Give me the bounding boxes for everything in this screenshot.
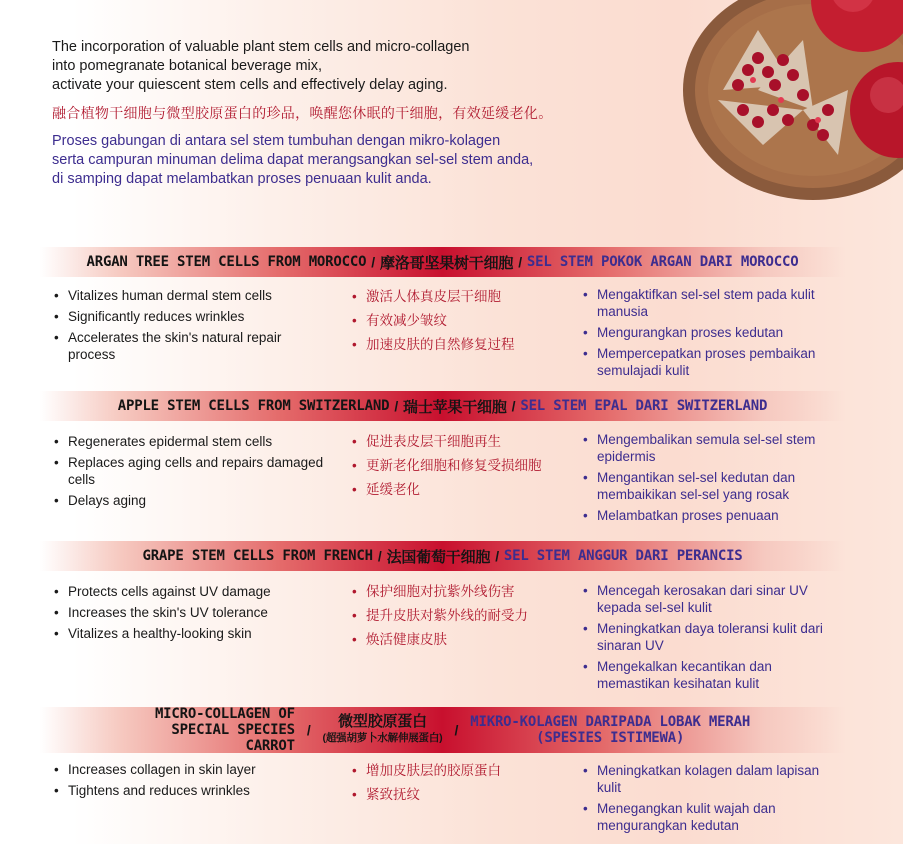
list-item: • Increases the skin's UV tolerance bbox=[54, 604, 324, 621]
list-item: • 延缓老化 bbox=[352, 481, 572, 498]
benefit-list-zh bbox=[352, 288, 572, 360]
banner-title-zh-sub: (超强胡萝卜水解伸展蛋白) bbox=[322, 732, 443, 744]
banner-separator: / bbox=[371, 254, 375, 270]
list-item: • Mengembalikan semula sel-sel stem epidermis bbox=[583, 431, 843, 465]
list-item: • Replaces aging cells and repairs damaged cells bbox=[54, 454, 324, 488]
banner-title-en: APPLE STEM CELLS FROM SWITZERLAND bbox=[117, 398, 390, 414]
intro-english: The incorporation of valuable plant stem cells and micro-collagen into pomegranate botanical beverage mix, activate your quiescent stem cells and effectively delay aging. bbox=[52, 39, 470, 93]
list-item: • Increases collagen in skin layer bbox=[54, 761, 324, 778]
benefit-list-zh bbox=[352, 583, 572, 655]
banner-title-ms: MIKRO-KOLAGEN DARIPADA LOBAK MERAH (SPESIES ISTIMEWA) bbox=[470, 714, 751, 746]
list-item: • 提升皮肤对紫外线的耐受力 bbox=[352, 607, 572, 624]
banner-title-ms: SEL STEM ANGGUR DARI PERANCIS bbox=[503, 548, 743, 564]
list-item: • Protects cells against UV damage bbox=[54, 583, 324, 600]
banner-separator: / bbox=[454, 722, 459, 738]
banner-title-zh: 摩洛哥坚果树干细胞 bbox=[380, 254, 514, 272]
list-item: • 促进表皮层干细胞再生 bbox=[352, 433, 572, 450]
list-item: • 焕活健康皮肤 bbox=[352, 631, 572, 648]
benefit-list-ms bbox=[583, 582, 843, 696]
banner-title-ms: SEL STEM POKOK ARGAN DARI MOROCCO bbox=[526, 254, 799, 270]
list-item: • Mengurangkan proses kedutan bbox=[583, 324, 843, 341]
pomegranate-image bbox=[663, 0, 903, 210]
banner-title-ms: SEL STEM EPAL DARI SWITZERLAND bbox=[520, 398, 768, 414]
banner-title-en: GRAPE STEM CELLS FROM FRENCH bbox=[142, 548, 373, 564]
section-banner-argan bbox=[40, 247, 845, 277]
benefit-list-zh bbox=[352, 762, 572, 810]
list-item: • Meningkatkan kolagen dalam lapisan kulit bbox=[583, 762, 843, 796]
list-item: • Mencegah kerosakan dari sinar UV kepada sel-sel kulit bbox=[583, 582, 843, 616]
list-item: • Accelerates the skin's natural repair process bbox=[54, 329, 324, 363]
banner-separator: / bbox=[518, 254, 522, 270]
list-item: • Meningkatkan daya toleransi kulit dari sinaran UV bbox=[583, 620, 843, 654]
list-item: • Mempercepatkan proses pembaikan semulajadi kulit bbox=[583, 345, 843, 379]
section-banner-apple bbox=[40, 391, 845, 421]
banner-title-zh: 法国葡萄干细胞 bbox=[386, 548, 491, 566]
list-item: • Vitalizes a healthy-looking skin bbox=[54, 625, 324, 642]
benefit-list-zh bbox=[352, 433, 572, 505]
list-item: • Mengaktifkan sel-sel stem pada kulit manusia bbox=[583, 286, 843, 320]
list-item: • 增加皮肤层的胶原蛋白 bbox=[352, 762, 572, 779]
banner-separator: / bbox=[394, 398, 399, 414]
benefit-list-en bbox=[54, 583, 324, 646]
benefit-list-ms bbox=[583, 286, 843, 383]
intro-chinese: 融合植物干细胞与微型胶原蛋白的珍品，唤醒您休眠的干细胞，有效延缓老化。 bbox=[52, 105, 553, 121]
banner-separator: / bbox=[377, 548, 382, 564]
section-banner-micro-collagen bbox=[40, 707, 845, 753]
list-item: • Significantly reduces wrinkles bbox=[54, 308, 324, 325]
list-item: • Menegangkan kulit wajah dan mengurangkan kedutan bbox=[583, 800, 843, 834]
intro bbox=[52, 38, 652, 189]
banner-separator: / bbox=[306, 722, 311, 738]
banner-title-zh: 微型胶原蛋白 bbox=[338, 713, 427, 730]
banner-title-en: MICRO-COLLAGEN OF SPECIAL SPECIES CARROT bbox=[154, 706, 295, 754]
list-item: • 有效减少皱纹 bbox=[352, 312, 572, 329]
list-item: • 加速皮肤的自然修复过程 bbox=[352, 336, 572, 353]
banner-title-zh: 瑞士苹果干细胞 bbox=[403, 398, 507, 416]
section-banner-grape bbox=[40, 541, 845, 571]
list-item: • Melambatkan proses penuaan bbox=[583, 507, 843, 524]
list-item: • Regenerates epidermal stem cells bbox=[54, 433, 324, 450]
list-item: • Vitalizes human dermal stem cells bbox=[54, 287, 324, 304]
list-item: • Mengantikan sel-sel kedutan dan membaikikan sel-sel yang rosak bbox=[583, 469, 843, 503]
intro-malay: Proses gabungan di antara sel stem tumbuhan dengan mikro-kolagen serta campuran minuman delima dapat merangsangkan sel-sel stem anda, di samping dapat melambatkan proses penuaan kulit anda. bbox=[52, 133, 534, 187]
benefit-list-en bbox=[54, 433, 324, 513]
banner-title-en: ARGAN TREE STEM CELLS FROM MOROCCO bbox=[86, 254, 367, 270]
list-item: • 更新老化细胞和修复受损细胞 bbox=[352, 457, 572, 474]
list-item: • 激活人体真皮层干细胞 bbox=[352, 288, 572, 305]
list-item: • Delays aging bbox=[54, 492, 324, 509]
benefit-list-en bbox=[54, 287, 324, 367]
list-item: • 保护细胞对抗紫外线伤害 bbox=[352, 583, 572, 600]
list-item: • Mengekalkan kecantikan dan memastikan kesihatan kulit bbox=[583, 658, 843, 692]
banner-separator: / bbox=[495, 548, 499, 564]
benefit-list-en bbox=[54, 761, 324, 803]
list-item: • 紧致抚纹 bbox=[352, 786, 572, 803]
benefit-list-ms bbox=[583, 431, 843, 528]
banner-separator: / bbox=[511, 398, 516, 414]
banner-title-zh-group bbox=[323, 713, 443, 747]
benefit-list-ms bbox=[583, 762, 843, 838]
list-item: • Tightens and reduces wrinkles bbox=[54, 782, 324, 799]
